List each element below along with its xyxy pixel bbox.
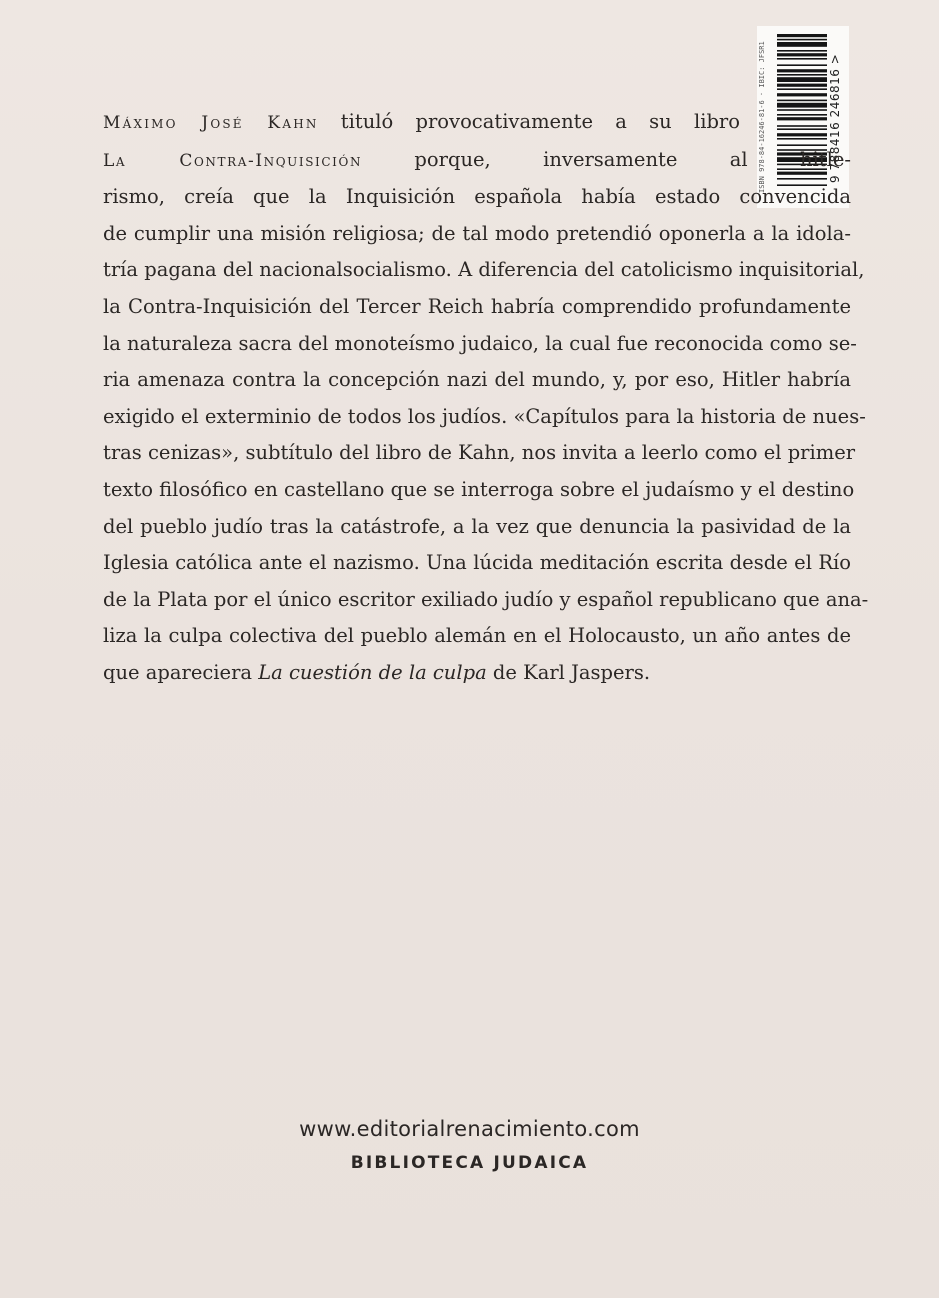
- blurb-line: tría pagana del nacionalsocialismo. A diferencia del catolicismo inquisitorial,: [103, 258, 865, 282]
- blurb-line: la Contra-Inquisición del Tercer Reich habría comprendido profundamente: [103, 294, 851, 318]
- blurb-line: La Contra-Inquisición porque, inversamente al hitle-: [103, 147, 851, 171]
- barcode-bar: [777, 58, 827, 60]
- barcode-bar: [777, 42, 827, 47]
- barcode-bar: [777, 88, 827, 90]
- barcode-digits: 9 788416 246816 >: [828, 53, 842, 183]
- barcode-bar: [777, 74, 827, 76]
- blurb-line: del pueblo judío tras la catástrofe, a la vez que denuncia la pasividad de la: [103, 514, 851, 538]
- isbn-label: ISBN 978-84-16246-81-6 · IBIC: JFSR1: [758, 41, 766, 193]
- blurb-line: la naturaleza sacra del monoteísmo judaico, la cual fue reconocida como se-: [103, 331, 857, 355]
- blurb-line: rismo, creía que la Inquisición española había estado convencida: [103, 185, 851, 209]
- barcode-bar: [777, 34, 827, 37]
- blurb-line: de cumplir una misión religiosa; de tal modo pretendió oponerla a la idola-: [103, 221, 851, 245]
- barcode-bar: [777, 77, 827, 82]
- barcode-bar: [777, 64, 827, 66]
- barcode-bar: [777, 39, 827, 41]
- blurb-line: que apareciera La cuestión de la culpa de Karl Jaspers.: [103, 660, 651, 684]
- barcode-bar: [777, 50, 827, 52]
- blurb-line: Máximo José Kahn tituló provocativamente a su libro: [103, 110, 740, 133]
- blurb-line: Iglesia católica ante el nazismo. Una lúcida meditación escrita desde el Río: [103, 551, 851, 575]
- blurb-line: ria amenaza contra la concepción nazi del mundo, y, por eso, Hitler habría: [103, 368, 851, 392]
- barcode-bar: [777, 93, 827, 96]
- barcode-bar: [777, 69, 827, 72]
- blurb-text: [103, 104, 869, 692]
- barcode-bar: [777, 84, 827, 87]
- author-name: Máximo José Kahn: [103, 113, 319, 133]
- blurb-line: exigido el exterminio de todos los judíos. «Capítulos para la historia de nues-: [103, 404, 866, 428]
- book-title: La Contra-Inquisición: [103, 150, 363, 171]
- blurb-line: tras cenizas», subtítulo del libro de Kahn, nos invita a leerlo como el primer: [103, 441, 856, 465]
- blurb-line: texto filosófico en castellano que se interroga sobre el judaísmo y el destino: [103, 477, 855, 501]
- blurb-line: de la Plata por el único escritor exiliado judío y español republicano que ana-: [103, 587, 869, 611]
- barcode-bar: [777, 53, 827, 56]
- publisher-website: www.editorialrenacimiento.com: [299, 1117, 640, 1141]
- series-name: BIBLIOTECA JUDAICA: [350, 1153, 589, 1173]
- cited-book-title: La cuestión de la culpa: [258, 660, 487, 684]
- blurb-line: liza la culpa colectiva del pueblo alemán en el Holocausto, un año antes de: [103, 624, 851, 648]
- barcode-bar: [777, 100, 827, 102]
